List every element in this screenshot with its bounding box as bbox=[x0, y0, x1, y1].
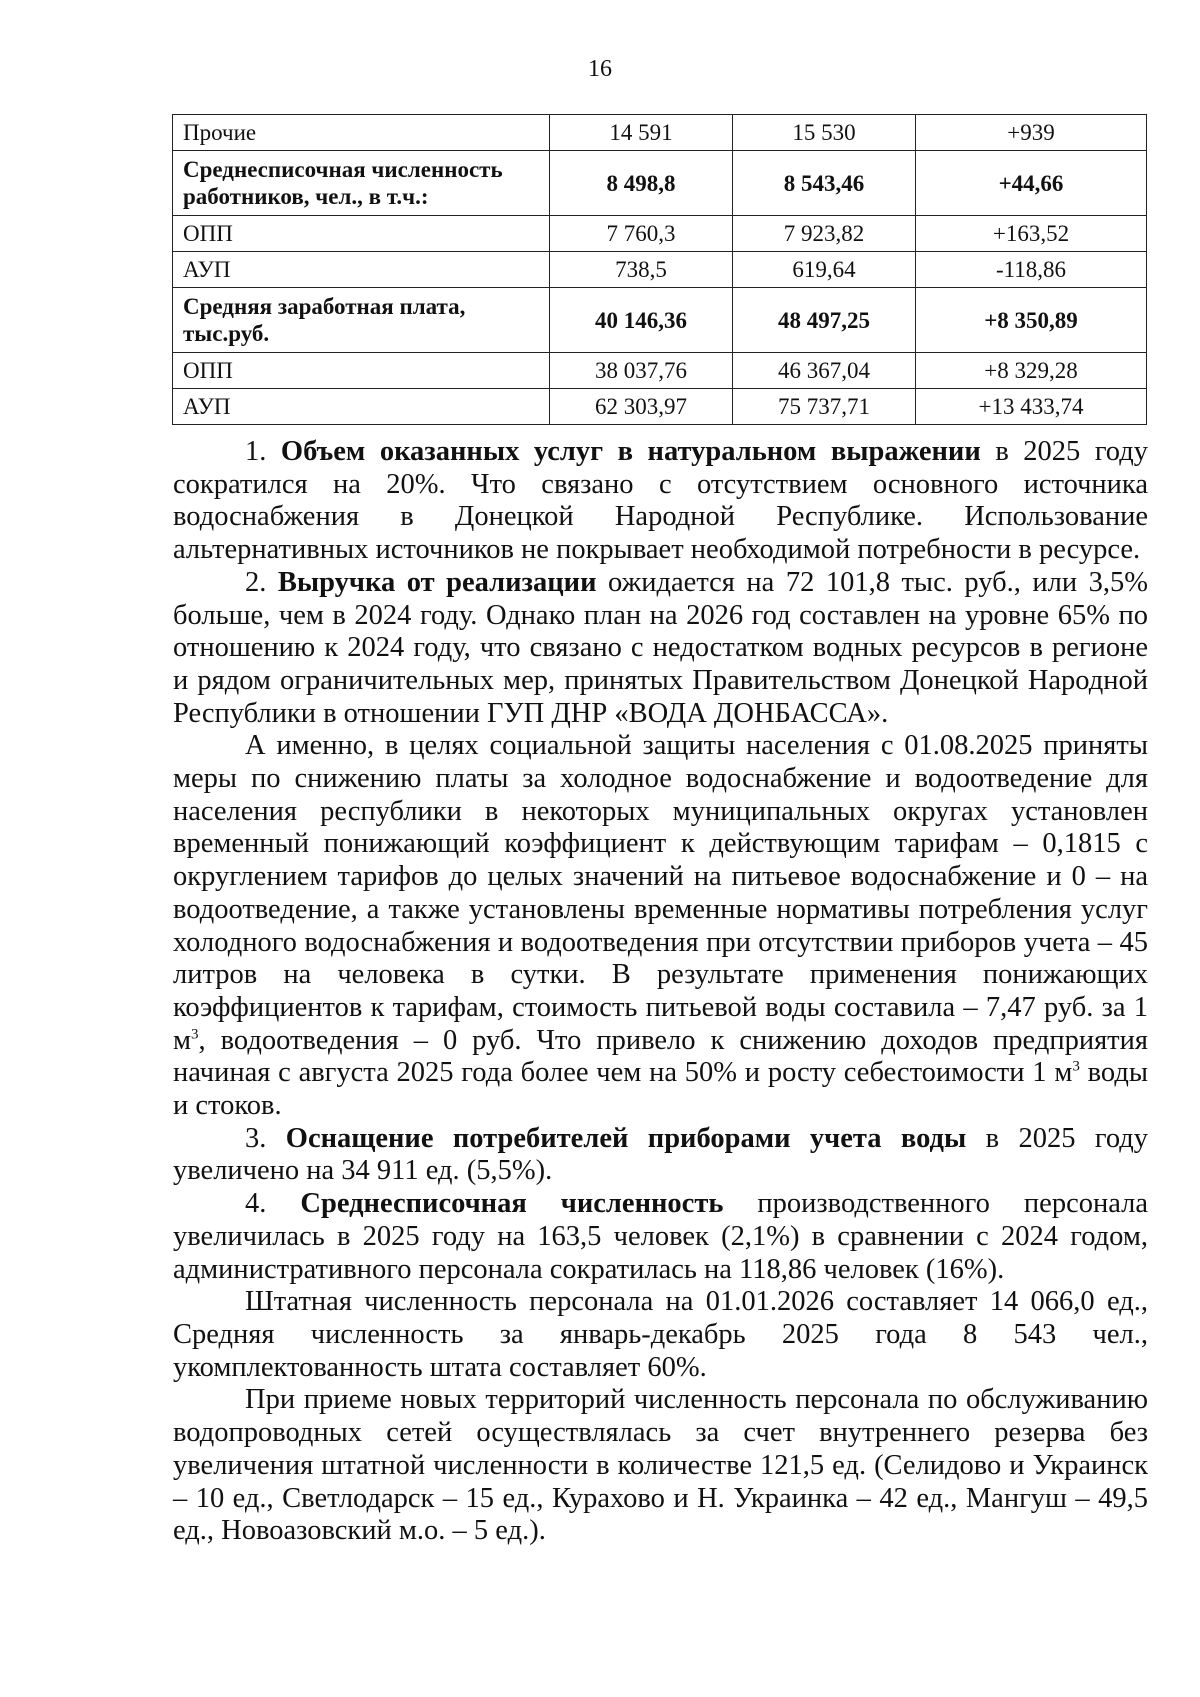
value-diff: -118,86 bbox=[916, 252, 1147, 288]
bold-heading: Выручка от реализации bbox=[277, 566, 597, 598]
value-2025: 619,64 bbox=[733, 252, 916, 288]
paragraph-7: При приеме новых территорий численность персонала по обслуживанию водопроводных сетей осуществлялась за счет внутреннего резерва без увеличения штатной численности в количестве 121,5 ед. (Селидово и Украинск – 10 ед., Светлодарск – 15 ед., Курахово и Н. Украинка – 42 ед., Мангуш – 49,5 ед., Новоазовский м.о. – 5 ед.). bbox=[173, 1384, 1148, 1547]
paragraph-text: , водоотведения – 0 руб. Что привело к снижению доходов предприятия начиная с августа 2025 года более чем на 50% и росту себестоимости 1 м bbox=[173, 1024, 1148, 1089]
value-2024: 14 591 bbox=[550, 115, 733, 151]
value-2025: 15 530 bbox=[733, 115, 916, 151]
bold-heading: Объем оказанных услуг в натуральном выражении bbox=[280, 436, 981, 467]
value-diff: +8 329,28 bbox=[916, 353, 1147, 389]
paragraph-text: ожидается на 72 101,8 тыс. руб., или 3,5% больше, чем в 2024 году. Однако план на 2026 год составлен на уровне 65% по отношению к 2024 году, что связано с недостатком водных ресурсов в регионе и рядом ограничительных мер, принятых Правительством Донецкой Народной Республики в отношении ГУП ДНР «ВОДА ДОНБАССА». bbox=[173, 566, 1149, 729]
row-label: АУП bbox=[173, 252, 550, 288]
row-label: ОПП bbox=[173, 216, 550, 252]
value-2024: 38 037,76 bbox=[550, 353, 733, 389]
value-2025: 8 543,46 bbox=[733, 151, 916, 216]
paragraph-text: в 2025 году увеличено на 34 911 ед. (5,5%). bbox=[173, 1122, 1149, 1187]
value-2024: 62 303,97 bbox=[550, 389, 733, 425]
bold-heading: Среднесписочная численность bbox=[300, 1188, 724, 1220]
value-2024: 7 760,3 bbox=[550, 216, 733, 252]
body-text bbox=[173, 436, 1148, 1548]
value-2025: 7 923,82 bbox=[733, 216, 916, 252]
value-diff: +8 350,89 bbox=[916, 288, 1147, 353]
table-row bbox=[173, 115, 1147, 151]
table-row bbox=[173, 353, 1147, 389]
table-row bbox=[173, 288, 1147, 353]
paragraph-3 bbox=[173, 730, 1148, 1122]
page-number: 16 bbox=[588, 56, 612, 82]
value-diff: +44,66 bbox=[916, 151, 1147, 216]
value-2024: 738,5 bbox=[550, 252, 733, 288]
row-label: Прочие bbox=[173, 115, 550, 151]
paragraph-6: Штатная численность персонала на 01.01.2026 составляет 14 066,0 ед., Средняя численность за январь-декабрь 2025 года 8 543 чел., укомплектованность штата составляет 60%. bbox=[173, 1286, 1148, 1383]
superscript: 3 bbox=[1072, 1058, 1080, 1075]
value-diff: +13 433,74 bbox=[916, 389, 1147, 425]
row-label: АУП bbox=[173, 389, 550, 425]
table-row bbox=[173, 389, 1147, 425]
paragraph-2 bbox=[173, 567, 1148, 731]
superscript: 3 bbox=[191, 1026, 199, 1043]
item-number: 4. bbox=[245, 1188, 267, 1220]
table-row bbox=[173, 252, 1147, 288]
value-2024: 40 146,36 bbox=[550, 288, 733, 353]
value-diff: +939 bbox=[916, 115, 1147, 151]
value-2025: 46 367,04 bbox=[733, 353, 916, 389]
item-number: 3. bbox=[245, 1122, 267, 1154]
row-label: ОПП bbox=[173, 353, 550, 389]
bold-heading: Оснащение потребителей приборами учета воды bbox=[285, 1122, 967, 1154]
data-table bbox=[172, 114, 1147, 425]
item-number: 1. bbox=[245, 436, 267, 467]
value-2025: 75 737,71 bbox=[733, 389, 916, 425]
table-row bbox=[173, 216, 1147, 252]
value-2025: 48 497,25 bbox=[733, 288, 916, 353]
paragraph-5 bbox=[173, 1188, 1148, 1286]
row-label: Средняя заработная плата, тыс.руб. bbox=[173, 288, 550, 353]
item-number: 2. bbox=[245, 566, 267, 598]
paragraph-text: в 2025 году сократился на 20%. Что связано с отсутствием основного источника водоснабжения в Донецкой Народной Республике. Использование альтернативных источников не покрывает необходимой потребности в ресурсе. bbox=[173, 436, 1148, 566]
paragraph-text: воды и стоков. bbox=[173, 1057, 1148, 1122]
paragraph-4 bbox=[173, 1123, 1148, 1188]
paragraph-text: производственного персонала увеличилась в 2025 году на 163,5 человек (2,1%) в сравнении с 2024 годом, административного персонала сократилась на 118,86 человек (16%). bbox=[173, 1188, 1149, 1285]
paragraph-1 bbox=[173, 436, 1148, 567]
table-row bbox=[173, 151, 1147, 216]
value-diff: +163,52 bbox=[916, 216, 1147, 252]
value-2024: 8 498,8 bbox=[550, 151, 733, 216]
paragraph-text: А именно, в целях социальной защиты населения с 01.08.2025 приняты меры по снижению платы за холодное водоснабжение и водоотведение для населения республики в некоторых муниципальных округах установлен временный понижающий коэффициент к действующим тарифам – 0,1815 с округлением тарифов до целых значений на питьевое водоснабжение и 0 – на водоотведение, а также установлены временные нормативы потребления услуг холодного водоснабжения и водоотведения при отсутствии приборов учета – 45 литров на человека в сутки. В результате применения понижающих коэффициентов к тарифам, стоимость питьевой воды составила – 7,47 руб. за 1 м bbox=[173, 730, 1148, 1056]
row-label: Среднесписочная численность работников, чел., в т.ч.: bbox=[173, 151, 550, 216]
table-body bbox=[173, 115, 1147, 425]
